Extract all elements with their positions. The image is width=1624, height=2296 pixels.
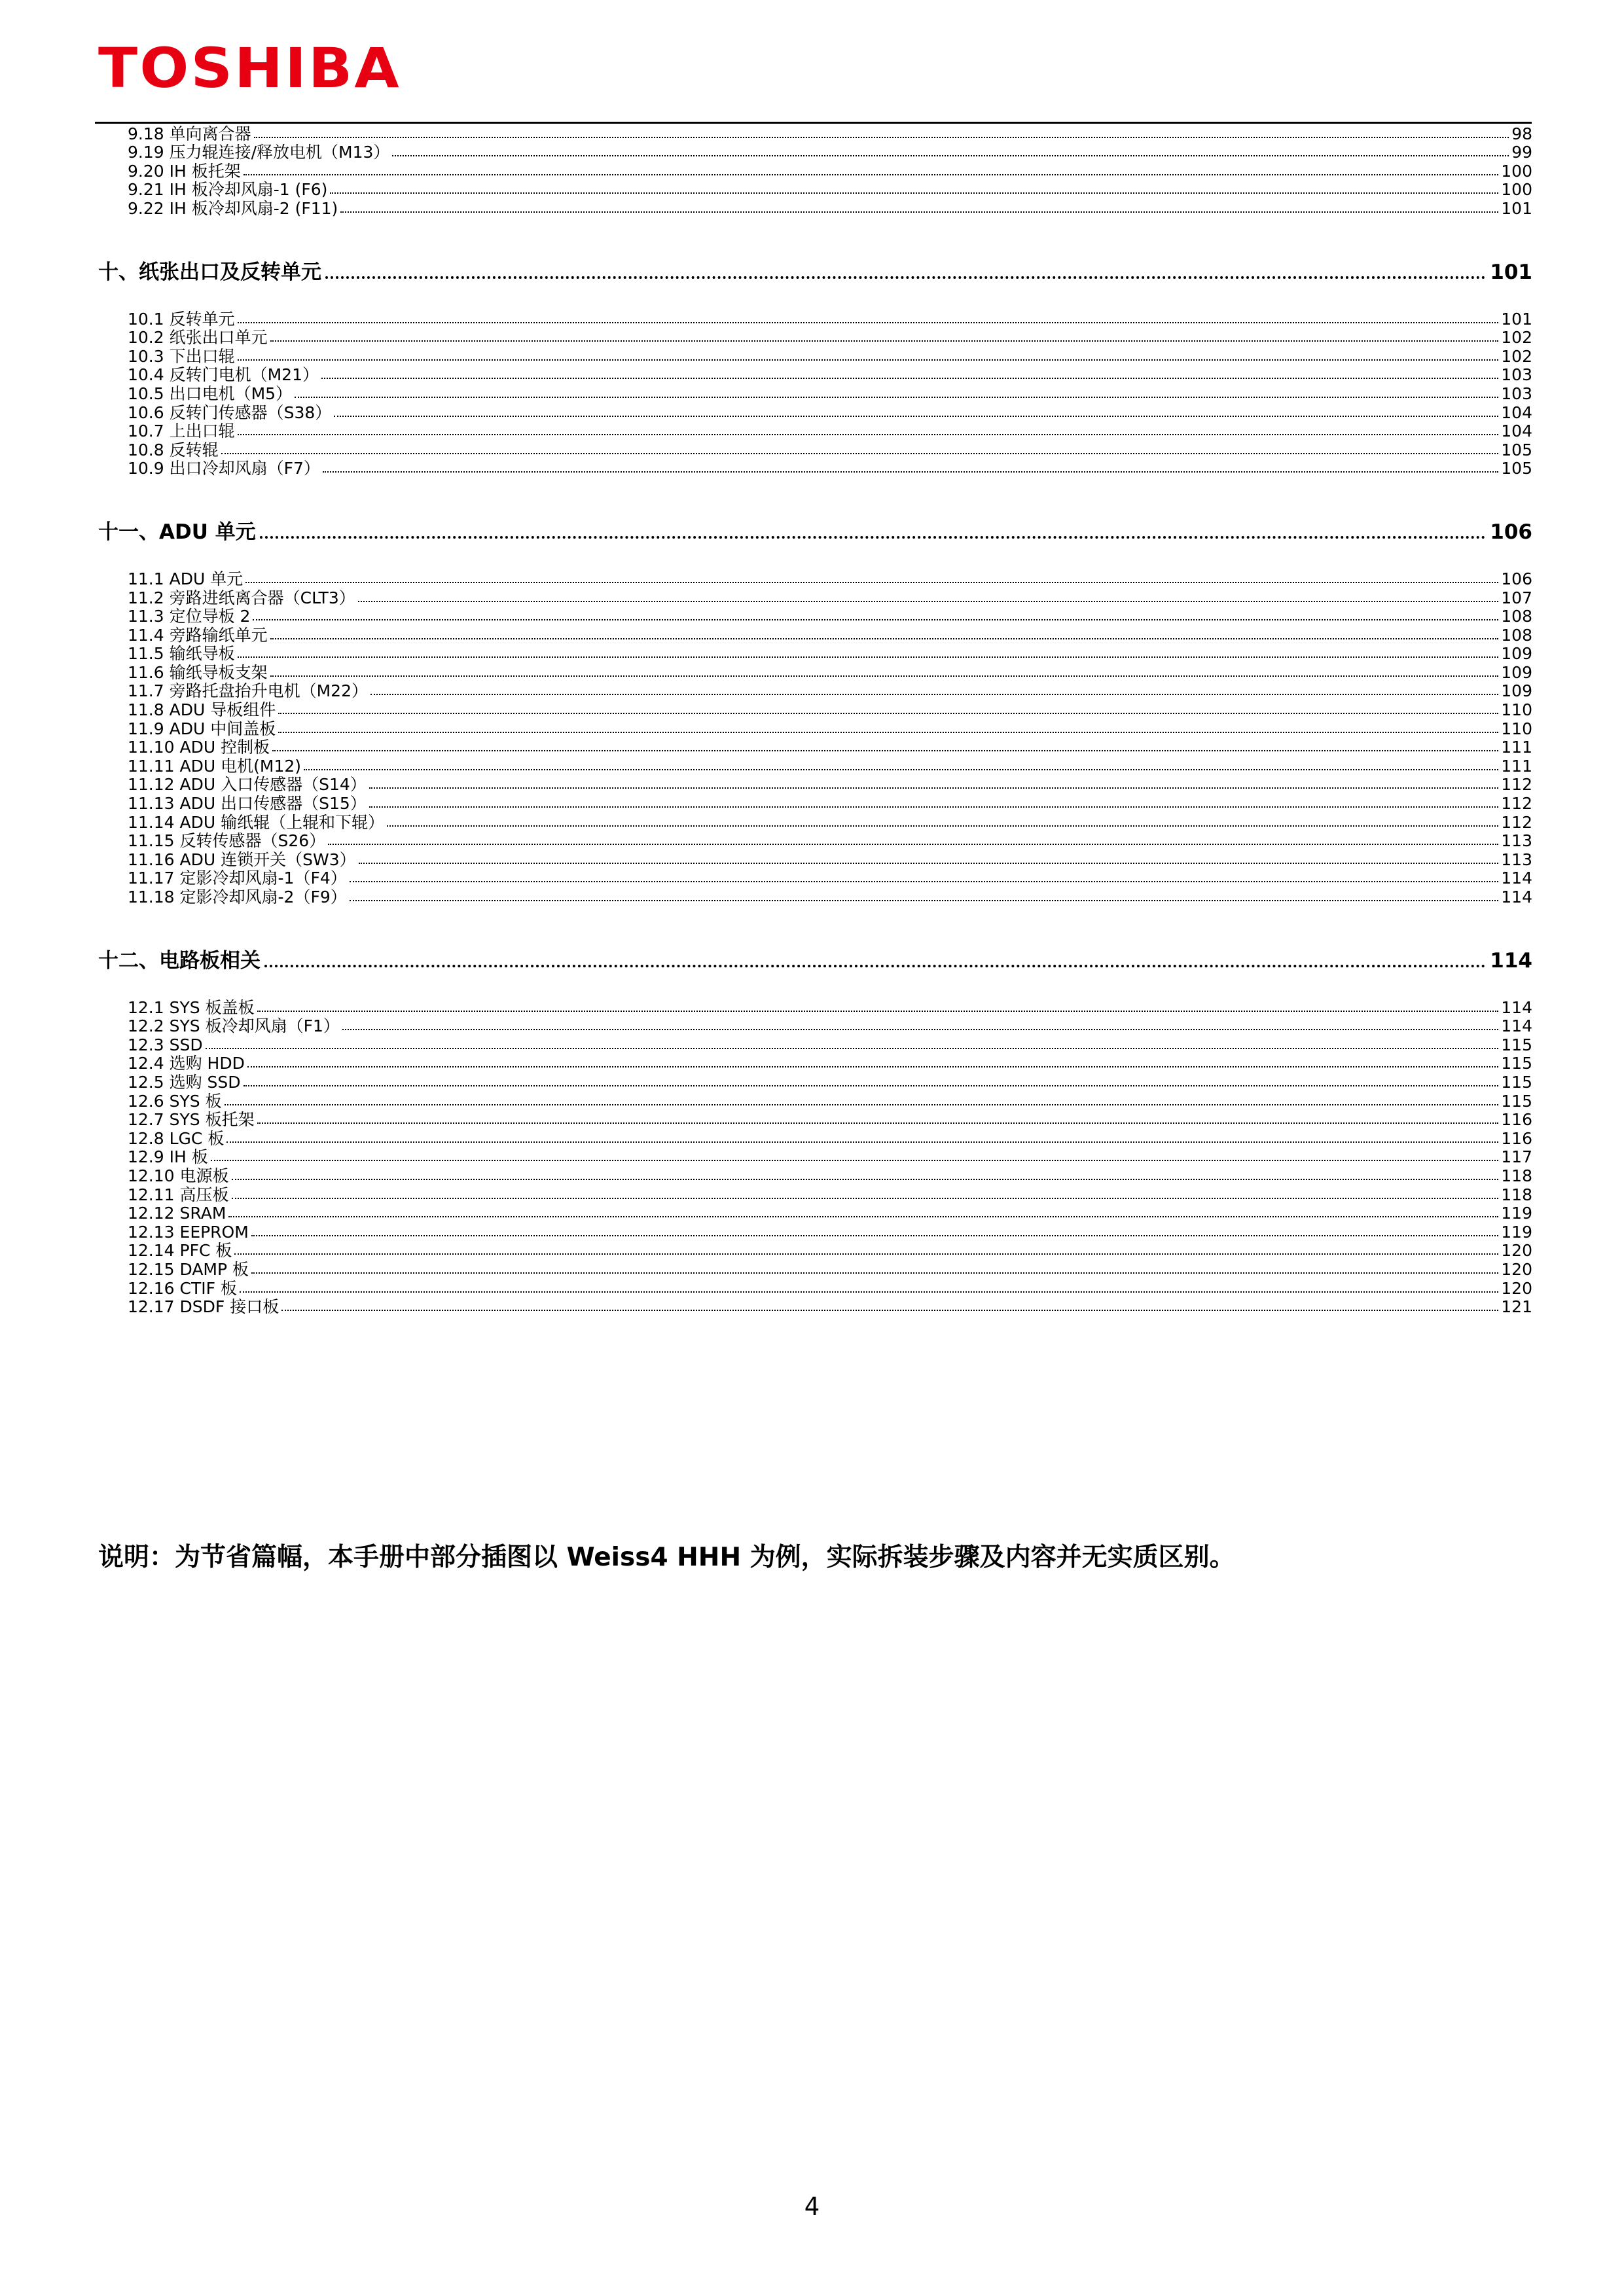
toc-entry[interactable]: [98, 1017, 1532, 1036]
toc-entry-title: 9.22 IH 板冷却风扇-2 (F11): [128, 198, 338, 218]
toc-entry-title: 12.13 EEPROM: [128, 1222, 249, 1242]
dot-leader: [270, 675, 1499, 677]
dot-leader: [304, 769, 1498, 770]
toc-entry-page: 115: [1501, 1091, 1532, 1111]
toc-entry-title: 10.5 出口电机（M5）: [128, 384, 293, 403]
toc-entry[interactable]: [98, 1223, 1532, 1242]
dot-leader: [392, 155, 1509, 156]
header-rule: [95, 122, 1532, 124]
toc-entry-page: 107: [1501, 588, 1532, 607]
toc-entry-page: 103: [1501, 365, 1532, 385]
toc-entry[interactable]: [98, 1166, 1532, 1185]
toc-entry[interactable]: [98, 998, 1532, 1017]
toc-entry[interactable]: [98, 143, 1532, 162]
toc-entry-page: 100: [1501, 180, 1532, 200]
toc-lead-entries: [98, 124, 1532, 218]
toc-entry-title: 11.9 ADU 中间盖板: [128, 719, 276, 738]
toc-entry-title: 9.21 IH 板冷却风扇-1 (F6): [128, 180, 328, 200]
toc-entry[interactable]: [98, 757, 1532, 776]
toc-entry-title: 11.8 ADU 导板组件: [128, 700, 276, 720]
toc-entry-page: 112: [1501, 794, 1532, 814]
toc-entry-title: 10.6 反转门传感器（S38）: [128, 403, 332, 422]
toc-entry[interactable]: [98, 329, 1532, 348]
toc-entry-page: 102: [1501, 328, 1532, 348]
dot-leader: [342, 1029, 1498, 1030]
dot-leader: [281, 1310, 1498, 1311]
dot-leader: [323, 471, 1498, 473]
dot-leader: [254, 137, 1509, 138]
toc-entry[interactable]: [98, 1185, 1532, 1204]
toc-entry-title: 11.14 ADU 输纸辊（上辊和下辊）: [128, 812, 385, 832]
toc-entry[interactable]: [98, 1242, 1532, 1261]
explanatory-note: 说明：为节省篇幅，本手册中部分插图以 Weiss4 HHH 为例，实际拆装步骤及内容并无实质区别。: [98, 1543, 1235, 1572]
dot-leader: [334, 416, 1498, 417]
dot-leader: [225, 1104, 1499, 1105]
toc-chapter-entries: [98, 310, 1532, 478]
toc-entry[interactable]: [98, 1111, 1532, 1130]
dot-leader: [238, 322, 1499, 323]
dot-leader: [221, 453, 1499, 454]
dot-leader: [270, 638, 1499, 639]
toc-entry-page: 118: [1501, 1185, 1532, 1204]
toc-entry[interactable]: [98, 366, 1532, 385]
dot-leader: [226, 1141, 1498, 1143]
toc-entry[interactable]: [98, 607, 1532, 626]
toc-entry[interactable]: [98, 1148, 1532, 1167]
toc-entry[interactable]: [98, 162, 1532, 181]
dot-leader: [350, 881, 1499, 882]
dot-leader: [358, 601, 1499, 602]
toc-entry-title: 11.10 ADU 控制板: [128, 738, 270, 757]
toc-entry[interactable]: [98, 869, 1532, 888]
toc-entry[interactable]: [98, 459, 1532, 478]
toc-entry-title: 9.19 压力辊连接/释放电机（M13）: [128, 143, 390, 162]
table-of-contents: [98, 124, 1532, 1316]
dot-leader: [228, 1216, 1498, 1217]
toc-entry-title: 12.15 DAMP 板: [128, 1259, 249, 1279]
toc-entry-title: 9.18 单向离合器: [128, 124, 251, 143]
toc-entry-title: 11.16 ADU 连锁开关（SW3）: [128, 850, 356, 869]
toc-entry-title: 11.3 定位导板 2: [128, 607, 251, 626]
toc-entry-page: 111: [1501, 756, 1532, 776]
dot-leader: [278, 713, 1498, 714]
dot-leader: [234, 1253, 1498, 1255]
dot-leader: [206, 1048, 1499, 1049]
toc-entry-page: 118: [1501, 1166, 1532, 1185]
toc-entry-title: 12.3 SSD: [128, 1035, 203, 1054]
dot-leader: [251, 1272, 1498, 1274]
toc-entry-page: 112: [1501, 812, 1532, 832]
toc-entry-page: 108: [1501, 607, 1532, 626]
toc-entry[interactable]: [98, 384, 1532, 403]
toc-entry[interactable]: [98, 794, 1532, 813]
toc-entry-title: 11.7 旁路托盘抬升电机（M22）: [128, 681, 368, 701]
dot-leader: [245, 582, 1498, 583]
toc-chapter-page: 106: [1490, 520, 1532, 545]
toc-entry[interactable]: [98, 1035, 1532, 1054]
toc-entry-page: 104: [1501, 403, 1532, 422]
toc-entry-page: 113: [1501, 831, 1532, 851]
toc-entry-page: 104: [1501, 422, 1532, 441]
toc-entry-title: 11.4 旁路输纸单元: [128, 625, 268, 645]
dot-leader: [240, 1291, 1498, 1293]
dot-leader: [244, 1085, 1499, 1086]
toc-entry-page: 115: [1501, 1035, 1532, 1054]
toc-entry-title: 11.18 定影冷却风扇-2（F9）: [128, 888, 347, 906]
toc-entry-page: 115: [1501, 1054, 1532, 1073]
toc-entry-title: 12.16 CTIF 板: [128, 1278, 237, 1298]
page-number: 4: [804, 2193, 820, 2221]
toc-entry-title: 11.1 ADU 单元: [128, 569, 244, 588]
toc-entry-title: 11.15 反转传感器（S26）: [128, 831, 326, 851]
toc-entry-page: 101: [1501, 309, 1532, 329]
toc-entry-page: 120: [1501, 1278, 1532, 1298]
toc-entry[interactable]: [98, 626, 1532, 645]
dot-leader: [251, 1235, 1498, 1236]
toc-entry-title: 12.9 IH 板: [128, 1147, 208, 1167]
toc-entry-page: 105: [1501, 459, 1532, 478]
dot-leader: [295, 397, 1498, 398]
toc-entry[interactable]: [98, 124, 1532, 143]
toc-entry-page: 114: [1501, 888, 1532, 906]
toc-entry-title: 12.8 LGC 板: [128, 1128, 225, 1148]
dot-leader: [350, 900, 1499, 901]
toc-entry[interactable]: [98, 832, 1532, 851]
toc-entry-page: 109: [1501, 644, 1532, 664]
toc-chapter-entries: [98, 998, 1532, 1316]
toshiba-logo: TOSHIBA: [98, 36, 401, 100]
toc-entry-page: 113: [1501, 850, 1532, 869]
dot-leader: [253, 619, 1498, 620]
toc-chapter-heading[interactable]: [98, 947, 1532, 973]
toc-entry-title: 12.1 SYS 板盖板: [128, 997, 255, 1017]
dot-leader: [278, 732, 1498, 733]
dot-leader: [270, 340, 1499, 342]
toc-entry-title: 12.11 高压板: [128, 1185, 229, 1204]
toc-entry[interactable]: [98, 588, 1532, 607]
toc-entry-page: 114: [1501, 997, 1532, 1017]
dot-leader: [359, 863, 1499, 864]
dot-leader: [330, 192, 1498, 194]
toc-entry[interactable]: [98, 682, 1532, 701]
toc-chapter-title: 十二、电路板相关: [98, 949, 261, 973]
toc-entry[interactable]: [98, 310, 1532, 329]
toc-entry[interactable]: [98, 738, 1532, 757]
toc-chapter-page: 114: [1490, 949, 1532, 973]
toc-entry[interactable]: [98, 440, 1532, 459]
toc-entry-title: 12.17 DSDF 接口板: [128, 1297, 280, 1317]
toc-entry-page: 99: [1511, 143, 1532, 162]
toc-entry[interactable]: [98, 422, 1532, 441]
toc-entry-title: 11.11 ADU 电机(M12): [128, 756, 302, 776]
toc-entry-title: 10.9 出口冷却风扇（F7）: [128, 459, 320, 478]
toc-entry[interactable]: [98, 1073, 1532, 1092]
toc-entry-page: 101: [1501, 198, 1532, 218]
toc-entry[interactable]: [98, 1129, 1532, 1148]
dot-leader: [257, 1122, 1499, 1124]
dot-leader: [257, 1011, 1499, 1012]
toc-entry-title: 12.2 SYS 板冷却风扇（F1）: [128, 1016, 340, 1036]
toc-entry-page: 109: [1501, 681, 1532, 701]
toc-entry[interactable]: [98, 663, 1532, 682]
toc-entry[interactable]: [98, 1204, 1532, 1223]
dot-leader: [340, 211, 1498, 213]
dot-leader: [232, 1198, 1499, 1199]
toc-entry-page: 98: [1511, 124, 1532, 143]
toc-entry-page: 119: [1501, 1222, 1532, 1242]
toc-entry-title: 11.6 输纸导板支架: [128, 662, 268, 682]
toc-entry[interactable]: [98, 700, 1532, 719]
toc-entry[interactable]: [98, 181, 1532, 200]
toc-entry-title: 11.12 ADU 入口传感器（S14）: [128, 775, 367, 795]
toc-entry-title: 10.2 纸张出口单元: [128, 328, 268, 348]
dot-leader: [328, 844, 1498, 845]
toc-chapter-heading[interactable]: [98, 259, 1532, 285]
toc-entry-title: 12.7 SYS 板托架: [128, 1110, 255, 1130]
toc-entry-page: 121: [1501, 1297, 1532, 1317]
toc-entry-page: 102: [1501, 346, 1532, 366]
toc-entry-title: 9.20 IH 板托架: [128, 161, 241, 181]
toc-entry-page: 120: [1501, 1241, 1532, 1261]
toc-entry-page: 114: [1501, 1016, 1532, 1036]
toc-entry[interactable]: [98, 199, 1532, 218]
dot-leader: [211, 1160, 1499, 1161]
toc-chapter-page: 101: [1490, 260, 1532, 284]
toc-entry-title: 11.13 ADU 出口传感器（S15）: [128, 794, 367, 814]
toc-entry[interactable]: [98, 569, 1532, 588]
toc-entry-title: 11.2 旁路进纸离合器（CLT3）: [128, 588, 355, 607]
toc-entry[interactable]: [98, 1298, 1532, 1317]
toc-entry-page: 117: [1501, 1147, 1532, 1167]
dot-leader: [238, 434, 1499, 435]
dot-leader: [238, 656, 1499, 658]
toc-entry[interactable]: [98, 1279, 1532, 1298]
dot-leader: [232, 1179, 1499, 1180]
toc-entry[interactable]: [98, 719, 1532, 738]
toc-chapter-title: 十一、ADU 单元: [98, 520, 256, 545]
dot-leader: [244, 174, 1499, 175]
dot-leader: [370, 694, 1498, 695]
toc-entry-page: 105: [1501, 440, 1532, 459]
toc-entry[interactable]: [98, 645, 1532, 664]
toc-entry-title: 12.14 PFC 板: [128, 1241, 232, 1261]
toc-entry[interactable]: [98, 776, 1532, 795]
toc-entry-title: 10.7 上出口辊: [128, 422, 235, 441]
toc-entry-page: 103: [1501, 384, 1532, 403]
toc-entry-page: 109: [1501, 662, 1532, 682]
toc-entry-title: 10.4 反转门电机（M21）: [128, 365, 319, 385]
dot-leader: [247, 1066, 1498, 1067]
toc-chapter-entries: [98, 569, 1532, 906]
toc-entry-page: 119: [1501, 1204, 1532, 1223]
toc-entry-title: 12.6 SYS 板: [128, 1091, 222, 1111]
toc-entry-page: 116: [1501, 1110, 1532, 1130]
toc-entry[interactable]: [98, 888, 1532, 906]
dot-leader: [325, 276, 1486, 279]
toc-entry-title: 12.4 选购 HDD: [128, 1054, 245, 1073]
toc-entry-page: 114: [1501, 869, 1532, 888]
dot-leader: [272, 750, 1498, 751]
toc-entry-page: 120: [1501, 1259, 1532, 1279]
toc-entry-title: 12.10 电源板: [128, 1166, 229, 1185]
dot-leader: [369, 806, 1498, 808]
toc-entry-title: 10.3 下出口辊: [128, 346, 235, 366]
toc-entry[interactable]: [98, 1054, 1532, 1073]
toc-entry[interactable]: [98, 347, 1532, 366]
toc-entry-page: 116: [1501, 1128, 1532, 1148]
toc-chapter-heading[interactable]: [98, 518, 1532, 545]
toc-entry-title: 11.5 输纸导板: [128, 644, 235, 664]
toc-entry-title: 10.8 反转辊: [128, 440, 219, 459]
toc-entry-title: 11.17 定影冷却风扇-1（F4）: [128, 869, 347, 888]
toc-entry-page: 112: [1501, 775, 1532, 795]
toc-entry-page: 115: [1501, 1072, 1532, 1092]
toc-entry[interactable]: [98, 1092, 1532, 1111]
toc-entry-page: 110: [1501, 719, 1532, 738]
toc-chapter-title: 十、纸张出口及反转单元: [98, 260, 321, 284]
dot-leader: [238, 359, 1499, 361]
dot-leader: [387, 825, 1498, 827]
toc-entry-page: 106: [1501, 569, 1532, 588]
toc-entry-title: 12.5 选购 SSD: [128, 1072, 241, 1092]
toc-entry-title: 10.1 反转单元: [128, 309, 235, 329]
toc-entry-page: 111: [1501, 738, 1532, 757]
dot-leader: [264, 965, 1486, 967]
toc-entry-page: 108: [1501, 625, 1532, 645]
toc-entry[interactable]: [98, 1260, 1532, 1279]
toc-entry-page: 100: [1501, 161, 1532, 181]
toc-entry[interactable]: [98, 403, 1532, 422]
toc-entry-page: 110: [1501, 700, 1532, 720]
toc-entry-title: 12.12 SRAM: [128, 1204, 226, 1223]
toc-entry[interactable]: [98, 850, 1532, 869]
dot-leader: [369, 787, 1498, 789]
toc-entry[interactable]: [98, 813, 1532, 832]
dot-leader: [260, 536, 1487, 539]
dot-leader: [321, 378, 1498, 379]
